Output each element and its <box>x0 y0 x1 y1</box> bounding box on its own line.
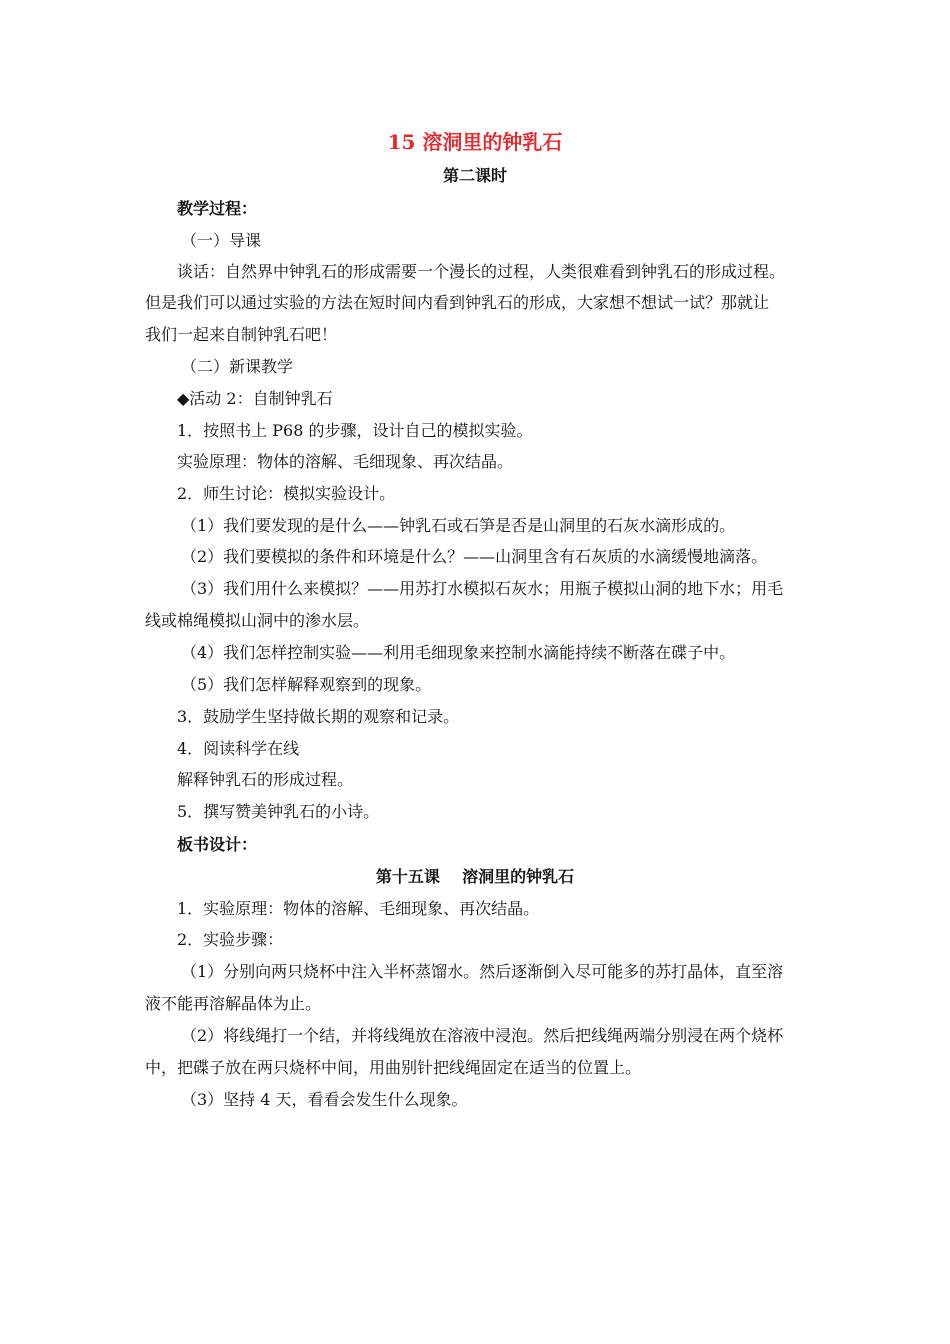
step-5: 5．撰写赞美钟乳石的小诗。 <box>177 802 380 821</box>
process-heading: 教学过程： <box>177 199 258 218</box>
intro-paragraph-line3: 我们一起来自制钟乳石吧！ <box>145 325 338 344</box>
board-step-1-line2: 液不能再溶解晶体为止。 <box>145 994 322 1013</box>
step-1: 1．按照书上 P68 的步骤，设计自己的模拟实验。 <box>177 421 533 440</box>
board-step-2-line1: （2）将线绳打一个结，并将线绳放在溶液中浸泡。然后把线绳两端分别浸在两个烧杯 <box>181 1026 784 1045</box>
discussion-item-5: （5）我们怎样解释观察到的现象。 <box>181 675 432 694</box>
discussion-item-3-line1: （3）我们用什么来模拟？——用苏打水模拟石灰水；用瓶子模拟山洞的地下水；用毛 <box>181 579 784 598</box>
activity-heading: ◆活动 2：自制钟乳石 <box>177 389 333 408</box>
discussion-item-4: （4）我们怎样控制实验——利用毛细现象来控制水滴能持续不断落在碟子中。 <box>181 643 736 662</box>
experiment-principle: 实验原理：物体的溶解、毛细现象、再次结晶。 <box>177 452 514 471</box>
step-2: 2．师生讨论：模拟实验设计。 <box>177 484 396 503</box>
board-step-1-line1: （1）分别向两只烧杯中注入半杯蒸馏水。然后逐渐倒入尽可能多的苏打晶体，直至溶 <box>181 962 784 981</box>
step-3: 3．鼓励学生坚持做长期的观察和记录。 <box>177 707 460 726</box>
board-step-2-line2: 中，把碟子放在两只烧杯中间，用曲别针把线绳固定在适当的位置上。 <box>145 1058 642 1077</box>
discussion-item-3-line2: 线或棉绳模拟山洞中的渗水层。 <box>145 611 370 630</box>
board-heading: 板书设计： <box>177 835 258 854</box>
intro-paragraph-line1: 谈话：自然界中钟乳石的形成需要一个漫长的过程，人类很难看到钟乳石的形成过程。 <box>177 262 786 281</box>
lesson-subtitle: 第二课时 <box>442 166 507 185</box>
board-title: 第十五课 溶洞里的钟乳石 <box>375 867 575 886</box>
section2-heading: （二）新课教学 <box>181 357 294 376</box>
discussion-item-2: （2）我们要模拟的条件和环境是什么？——山洞里含有石灰质的水滴缓慢地滴落。 <box>181 547 768 566</box>
board-item-1: 1．实验原理：物体的溶解、毛细现象、再次结晶。 <box>177 899 540 918</box>
discussion-item-1: （1）我们要发现的是什么——钟乳石或石笋是否是山洞里的石灰水滴形成的。 <box>181 516 736 535</box>
board-item-2: 2．实验步骤： <box>177 930 284 949</box>
board-step-3: （3）坚持 4 天，看看会发生什么现象。 <box>181 1090 468 1109</box>
explain-line: 解释钟乳石的形成过程。 <box>177 770 354 789</box>
section1-heading: （一）导课 <box>181 231 262 250</box>
step-4: 4．阅读科学在线 <box>177 739 300 758</box>
document-title: 15 溶洞里的钟乳石 <box>387 130 563 154</box>
intro-paragraph-line2: 但是我们可以通过实验的方法在短时间内看到钟乳石的形成，大家想不想试一试？那就让 <box>145 293 770 312</box>
